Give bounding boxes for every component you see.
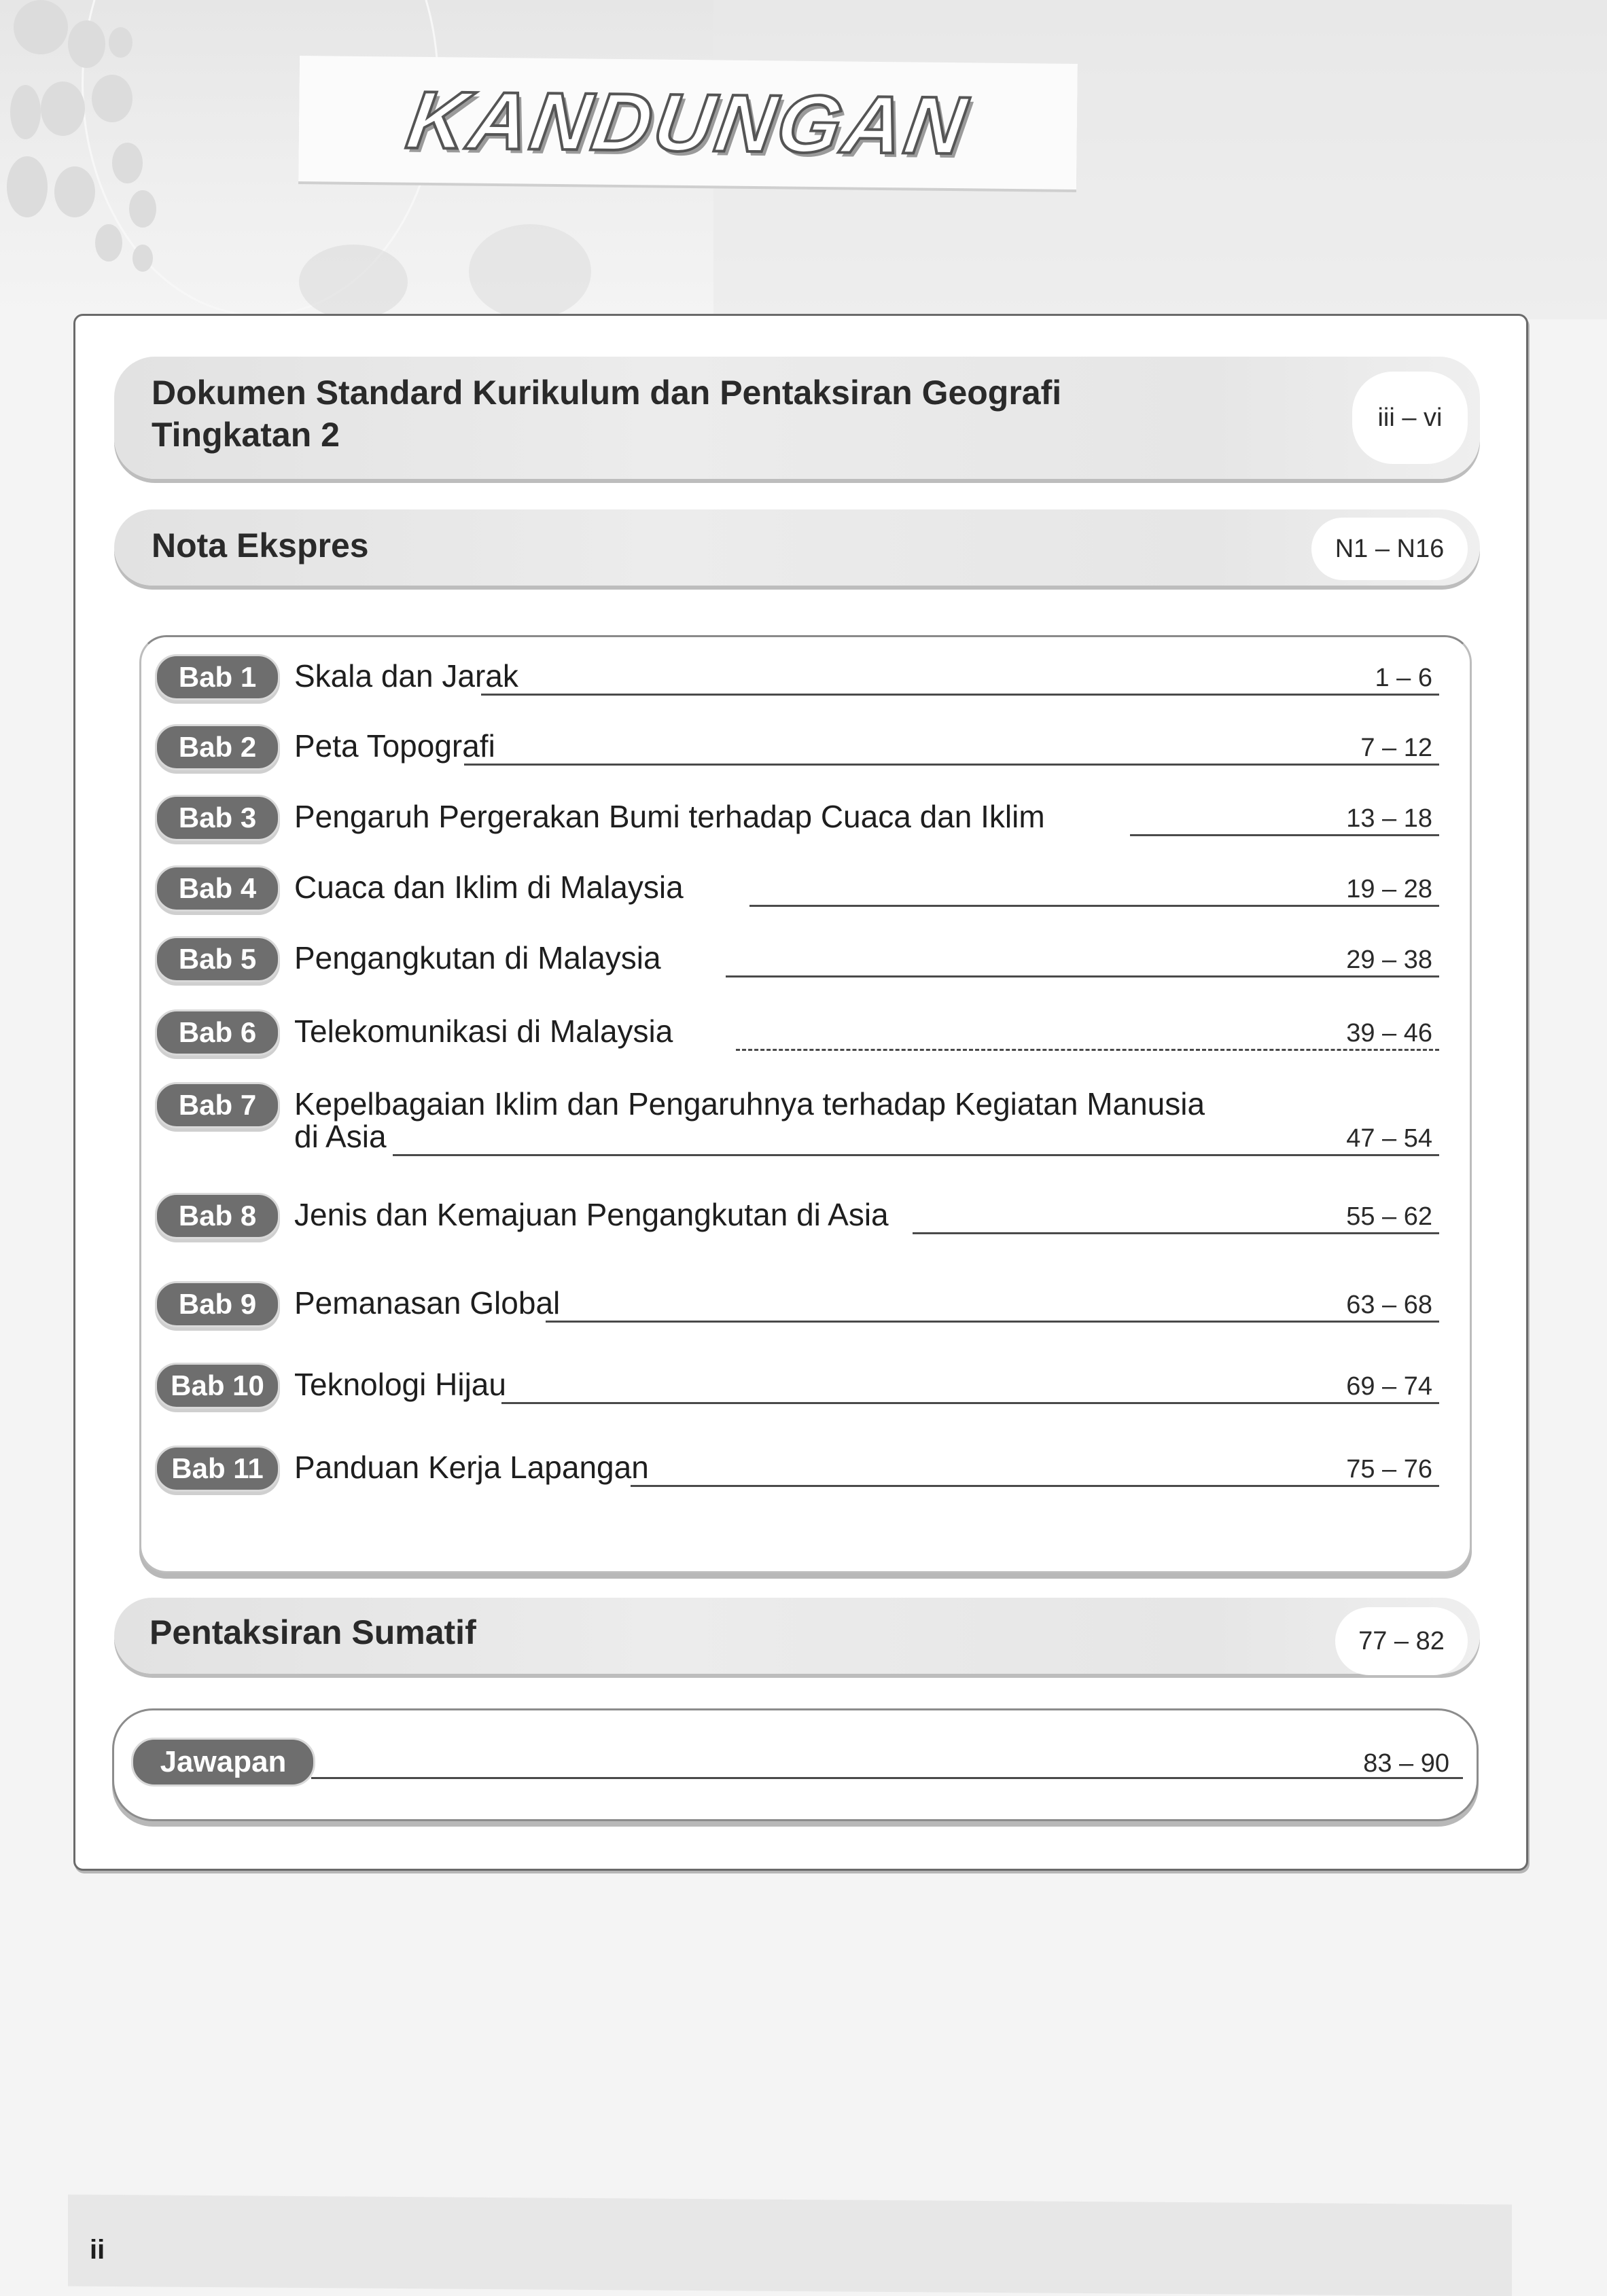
chapter-title-line2: di Asia [294,1119,387,1154]
page-title-banner [298,56,1078,190]
chapter-pages: 13 – 18 [1346,804,1432,833]
decor-circle [112,143,143,183]
chapter-badge: Bab 6 [155,1009,280,1056]
chapter-pages: 1 – 6 [1375,664,1432,692]
decor-circle [92,75,133,122]
decor-circle [68,20,105,68]
decor-circle [109,27,133,58]
toc-section-jawapan[interactable] [112,1708,1479,1821]
chapter-title: Panduan Kerja Lapangan [294,1450,649,1485]
decor-circle [41,82,85,136]
chapter-title: Cuaca dan Iklim di Malaysia [294,869,684,905]
jawapan-badge: Jawapan [131,1738,315,1787]
dskp-title-line2: Tingkatan 2 [152,416,340,454]
chapter-row-4[interactable] [155,865,1453,920]
chapter-pages: 19 – 28 [1346,875,1432,903]
chapter-title: Pemanasan Global [294,1285,561,1321]
chapter-pages: 63 – 68 [1346,1291,1432,1319]
leader-line [481,694,1439,696]
chapter-pages: 47 – 54 [1346,1124,1432,1153]
decor-circle [299,245,408,319]
chapter-title: Peta Topografi [294,728,495,764]
chapter-row-10[interactable] [155,1363,1453,1417]
chapter-pages: 7 – 12 [1360,734,1432,762]
chapter-badge: Bab 3 [155,795,280,841]
decor-circle [129,190,156,228]
dskp-pages: iii – vi [1352,372,1468,464]
leader-line [1130,834,1439,836]
chapter-title: Pengangkutan di Malaysia [294,940,661,975]
nota-pages: N1 – N16 [1311,518,1468,580]
decor-circle [10,85,41,139]
leader-line [393,1154,1439,1156]
leader-line [726,975,1439,977]
chapter-badge: Bab 1 [155,654,280,700]
chapter-row-7[interactable] [155,1082,1453,1170]
chapter-badge: Bab 9 [155,1281,280,1327]
chapter-pages: 75 – 76 [1346,1455,1432,1484]
chapter-title: Teknologi Hijau [294,1367,506,1402]
chapter-badge: Bab 11 [155,1446,280,1492]
toc-section-nota-ekspres[interactable] [114,509,1480,586]
chapter-title: Jenis dan Kemajuan Pengangkutan di Asia [294,1197,889,1232]
pentaksiran-title: Pentaksiran Sumatif [149,1613,476,1651]
leader-line [736,1049,1439,1051]
chapter-title: Kepelbagaian Iklim dan Pengaruhnya terhadap Kegiatan Manusia [294,1086,1205,1122]
jawapan-pages: 83 – 90 [1363,1749,1449,1778]
chapter-row-1[interactable] [155,654,1453,708]
chapter-badge: Bab 10 [155,1363,280,1409]
chapter-pages: 55 – 62 [1346,1202,1432,1231]
footer-band [68,2195,1512,2296]
chapter-title: Telekomunikasi di Malaysia [294,1014,673,1049]
toc-section-dskp[interactable] [114,357,1480,479]
chapter-row-8[interactable] [155,1193,1453,1247]
decor-circle [54,166,95,217]
chapter-row-2[interactable] [155,724,1453,778]
page-title: KANDUNGAN [402,74,974,171]
leader-line [749,905,1439,907]
chapter-title: Skala dan Jarak [294,658,518,694]
nota-title: Nota Ekspres [152,526,369,564]
dskp-title-line1: Dokumen Standard Kurikulum dan Pentaksiran Geografi [152,374,1062,412]
chapter-row-6[interactable] [155,1009,1453,1064]
chapter-list [139,635,1472,1573]
leader-line [913,1232,1439,1234]
leader-line [311,1777,1463,1779]
chapter-pages: 69 – 74 [1346,1372,1432,1401]
page-number: ii [90,2235,105,2265]
chapter-pages: 39 – 46 [1346,1019,1432,1047]
chapter-badge: Bab 7 [155,1082,280,1128]
chapter-row-9[interactable] [155,1281,1453,1335]
chapter-pages: 29 – 38 [1346,946,1432,974]
chapter-badge: Bab 4 [155,865,280,912]
chapter-badge: Bab 2 [155,724,280,770]
chapter-row-11[interactable] [155,1446,1453,1500]
chapter-badge: Bab 8 [155,1193,280,1239]
chapter-row-5[interactable] [155,936,1453,990]
leader-line [631,1485,1439,1487]
chapter-row-3[interactable] [155,795,1453,849]
decor-circle [14,0,68,54]
leader-line [546,1321,1439,1323]
leader-line [501,1402,1439,1404]
leader-line [464,764,1439,766]
chapter-badge: Bab 5 [155,936,280,982]
decor-circle [133,245,153,272]
pentaksiran-pages: 77 – 82 [1335,1607,1468,1675]
chapter-title: Pengaruh Pergerakan Bumi terhadap Cuaca dan Iklim [294,799,1045,834]
toc-section-pentaksiran-sumatif[interactable] [114,1598,1480,1674]
decor-circle [7,156,48,217]
decor-circle [469,224,591,319]
decor-circle [95,224,122,262]
